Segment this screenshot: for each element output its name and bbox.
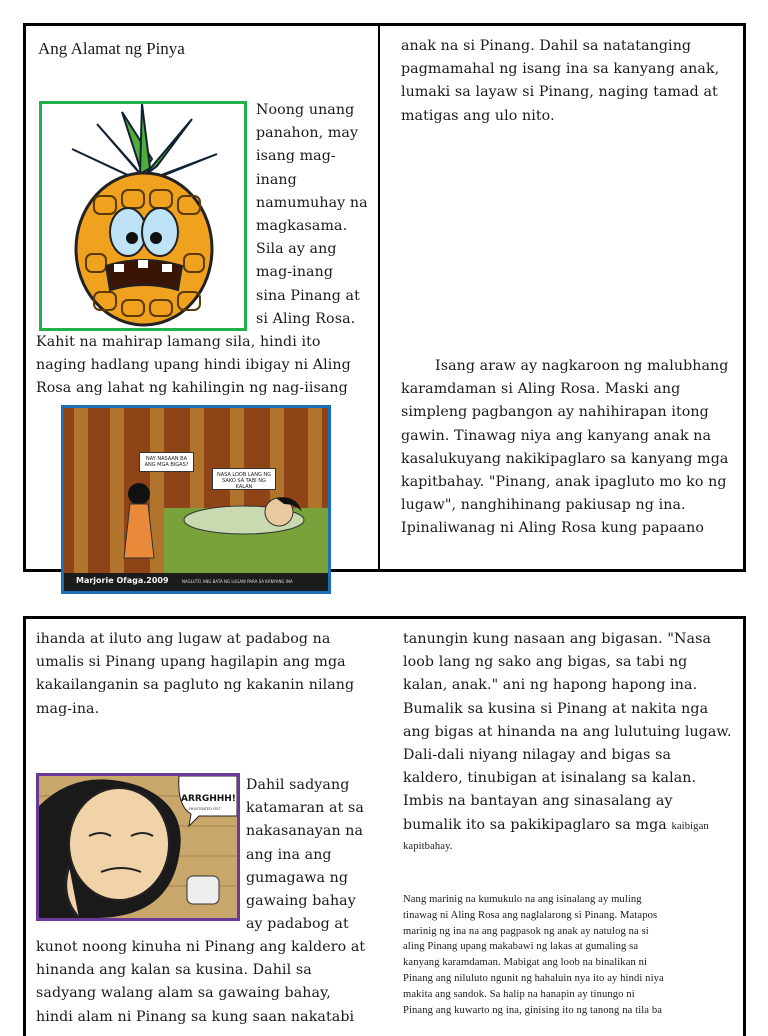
- text-line: kanyang karamdaman. Mabigat ang loob na binalikan ni: [403, 957, 648, 969]
- text-line: namumuhay na: [256, 194, 368, 211]
- text-line: sina Pinang at: [256, 287, 360, 304]
- p2-right-small-paragraph: [403, 892, 664, 1018]
- illustration-credit: Marjorie Ofaga.2009: [76, 576, 169, 585]
- text-line: si Aling Rosa.: [256, 310, 356, 327]
- text-line: Isang araw ay nagkaroon ng malubhang: [435, 358, 729, 374]
- text-line: ang bigas at hinanda na ang lulutuing lugaw.: [403, 723, 732, 740]
- text-line: matigas ang ulo nito.: [401, 107, 555, 124]
- text-line-small: kapitbahay.: [403, 840, 453, 852]
- text-line: hindi alam ni Pinang sa kung saan nakatabi: [36, 1008, 355, 1025]
- text-line: gumagawa ng: [246, 869, 349, 886]
- text-line: Pinang ang kuwarto ng ina, ginising ito ng tanong na tila ba: [403, 1004, 663, 1016]
- text-line: makita ang sandok. Sa halip na hanapin ay tinungo ni: [403, 988, 635, 1000]
- text-line: Kahit na mahirap lamang sila, hindi ito: [36, 334, 321, 350]
- text-line: tanungin kung nasaan ang bigasan. "Nasa: [403, 631, 712, 647]
- text-line: marinig ng ina na ang pagpasok ng anak ay natulog na si: [403, 925, 649, 937]
- text-line: gawin. Tinawag niya ang kanyang anak na: [401, 427, 712, 444]
- text-line: ay padabog at: [246, 916, 349, 933]
- pineapple-illustration: [39, 101, 247, 331]
- sick-mother-illustration: [61, 405, 331, 594]
- text-line: anak na si Pinang. Dahil sa natatanging: [401, 38, 692, 54]
- text-line: [403, 814, 732, 837]
- text-line: kunot noong kinuha ni Pinang ang kaldero at: [36, 939, 366, 955]
- text-line: kakailanganin sa pagluto ng kakanin nilang: [36, 677, 355, 694]
- text-line: kasalukuyang nakikipaglaro sa kanyang mga: [401, 450, 729, 467]
- frustrated-girl-illustration: [36, 773, 240, 921]
- column-divider: [378, 26, 380, 569]
- exclaim-subtext: FRUSTRATED FELT: [189, 807, 221, 811]
- text-line: ang ina ang: [246, 846, 332, 863]
- text-line: ihanda at iluto ang lugaw at padabog na: [36, 631, 331, 647]
- text-line: karamdaman si Aling Rosa. Maski ang: [401, 381, 681, 398]
- illustration-caption: NAGLUTO ANG BATA NG LUGAW PARA SA KANYANG INA: [182, 579, 293, 584]
- text-span-small: kaibigan: [671, 820, 709, 832]
- right-paragraph-2: [401, 355, 728, 541]
- text-line: mag-inang: [256, 264, 334, 281]
- text-line: pagmamahal ng isang ina sa kanyang anak,: [401, 61, 720, 78]
- text-line: loob lang ng sako ang bigas, sa tabi ng: [403, 654, 688, 671]
- right-paragraph-1: [401, 35, 719, 128]
- text-line: inang: [256, 171, 297, 188]
- text-line: Dahil sadyang: [246, 777, 350, 793]
- p2-left-full-text: [36, 936, 365, 1029]
- text-line: Dali-dali niyang nilagay and bigas sa: [403, 747, 672, 764]
- text-line: Bumalik sa kusina si Pinang at nakita nga: [403, 700, 709, 717]
- scene-art: [64, 408, 328, 591]
- text-line: Sila ay ang: [256, 241, 337, 258]
- story-title: Ang Alamat ng Pinya: [38, 39, 185, 58]
- p2-right-paragraph-1: [403, 628, 732, 857]
- p2-left-wrap-text: [246, 774, 364, 936]
- text-line: magkasama.: [256, 218, 348, 235]
- text-line: Rosa ang lahat ng kahilingin ng nag-iisang: [36, 380, 348, 397]
- text-line: Ipinaliwanag ni Aling Rosa kung papaano: [401, 520, 704, 537]
- text-line: sadyang walang alam sa gawaing bahay,: [36, 985, 331, 1002]
- speech-bubble-mother: NASA LOOB LANG NG SAKO SA TABI NG KALAN: [212, 468, 276, 490]
- p2-left-paragraph-1: [36, 628, 354, 721]
- speech-bubble-child: NAY NASAAN BA ANG MGA BIGAS?: [139, 452, 194, 472]
- text-line: gawaing bahay: [246, 893, 356, 910]
- pineapple-icon: [42, 104, 244, 328]
- text-line: umalis si Pinang upang hagilapin ang mga: [36, 654, 346, 671]
- text-line: nakasanayan na: [246, 823, 364, 840]
- text-line: hinanda ang kalan sa kusina. Dahil sa: [36, 962, 312, 979]
- text-line: kalan, anak." ani ng hapong hapong ina.: [403, 677, 698, 694]
- text-line: kaldero, tinubigan at isinalang sa kalan.: [403, 770, 697, 787]
- text-line: Nang marinig na kumukulo na ang isinalang ay muling: [403, 894, 642, 905]
- text-line: Pinang ang niluluto ngunit ng hahaluin nya ito ay hindi niya: [403, 972, 664, 984]
- intro-full-text: [36, 331, 351, 401]
- text-line: Noong unang: [256, 102, 355, 118]
- text-line: tinawag ni Aling Rosa ang naglalarong si Pinang. Matapos: [403, 909, 658, 921]
- text-line: Imbis na bantayan ang sinasalang ay: [403, 793, 673, 810]
- text-line: lugaw", nanghihinang pakiusap ng ina.: [401, 497, 686, 514]
- text-line: lumaki sa layaw si Pinang, naging tamad at: [401, 84, 718, 101]
- text-line: isang mag-: [256, 148, 336, 165]
- text-line: simpleng pagbangon ay nahihirapan itong: [401, 404, 709, 421]
- intro-wrap-text: [256, 99, 368, 331]
- text-line: mag-ina.: [36, 700, 100, 717]
- text-line: naging hadlang upang hindi ibigay ni Aling: [36, 357, 351, 374]
- text-line: aling Pinang upang makabawi ng lakas at gumaling sa: [403, 941, 639, 953]
- text-span: bumalik ito sa pakikipaglaro sa mga: [403, 816, 667, 833]
- text-line: kapitbahay. "Pinang, anak ipagluto mo ko ng: [401, 474, 727, 491]
- text-line: katamaran at sa: [246, 800, 364, 817]
- exclaim-text: ARRGHHH!: [181, 794, 236, 804]
- text-line: panahon, may: [256, 125, 359, 142]
- story-page-2: [23, 616, 746, 1036]
